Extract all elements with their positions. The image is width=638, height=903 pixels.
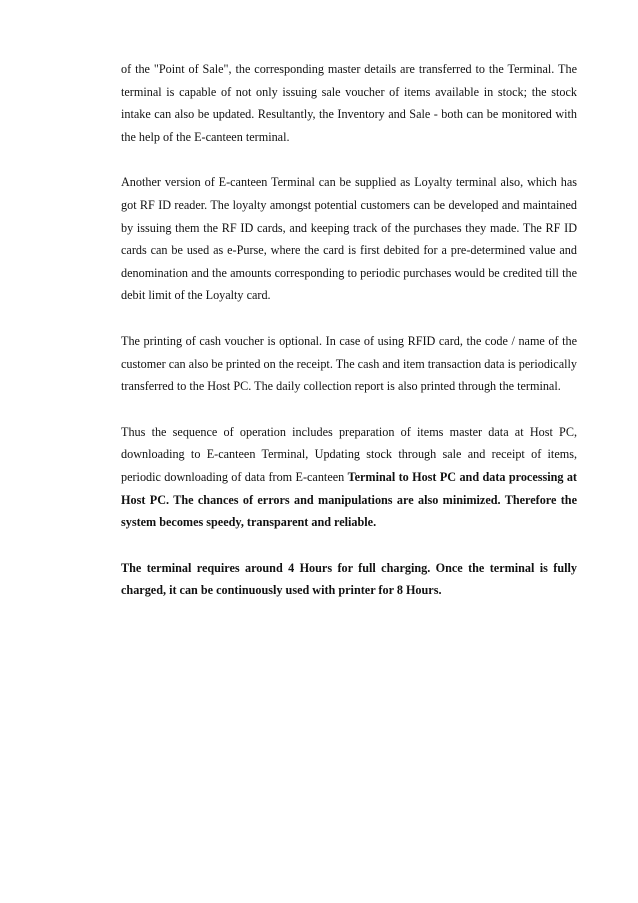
paragraph-loyalty-terminal	[121, 171, 577, 307]
paragraph-bold-text: The terminal requires around 4 Hours for full charging. Once the terminal is fully charged, it can be continuously used with printer for 8 Hours.	[121, 560, 577, 598]
paragraph-cash-voucher	[121, 330, 577, 398]
paragraph-point-of-sale	[121, 58, 577, 148]
paragraph-text: Thus the sequence of operation includes preparation of items master data at Host PC, downloading to E-canteen Terminal, Updating stock through sale and receipt of items, periodic downloading of data from E-canteen	[121, 424, 577, 484]
paragraph-text: Another version of E-canteen Terminal can be supplied as Loyalty terminal also, which has got RF ID reader. The loyalty amongst potential customers can be developed and maintained by issuing them the RF ID cards, and keeping track of the purchases they made. The RF ID cards can be used as e-Purse, where the card is first debited for a pre-determined value and denomination and the amounts corresponding to periodic purchases would be credited till the debit limit of the Loyalty card.	[121, 175, 577, 303]
paragraph-text: The printing of cash voucher is optional. In case of using RFID card, the code / name of the customer can also be printed on the receipt. The cash and item transaction data is periodically transferred to the Host PC. The daily collection report is also printed through the terminal.	[121, 333, 577, 394]
paragraph-bold-text: Terminal to Host PC and data processing at Host PC. The chances of errors and manipulations are also minimized. Therefore the system becomes speedy, transparent and reliable.	[121, 469, 577, 530]
paragraph-charging	[121, 557, 577, 602]
paragraph-text: of the "Point of Sale", the corresponding master details are transferred to the Terminal. The terminal is capable of not only issuing sale voucher of items available in stock; the stock intake can also be updated. Resultantly, the Inventory and Sale - both can be monitored with the help of the E-canteen terminal.	[121, 62, 577, 144]
paragraph-sequence-of-operation	[121, 421, 577, 534]
document-page	[121, 58, 577, 625]
